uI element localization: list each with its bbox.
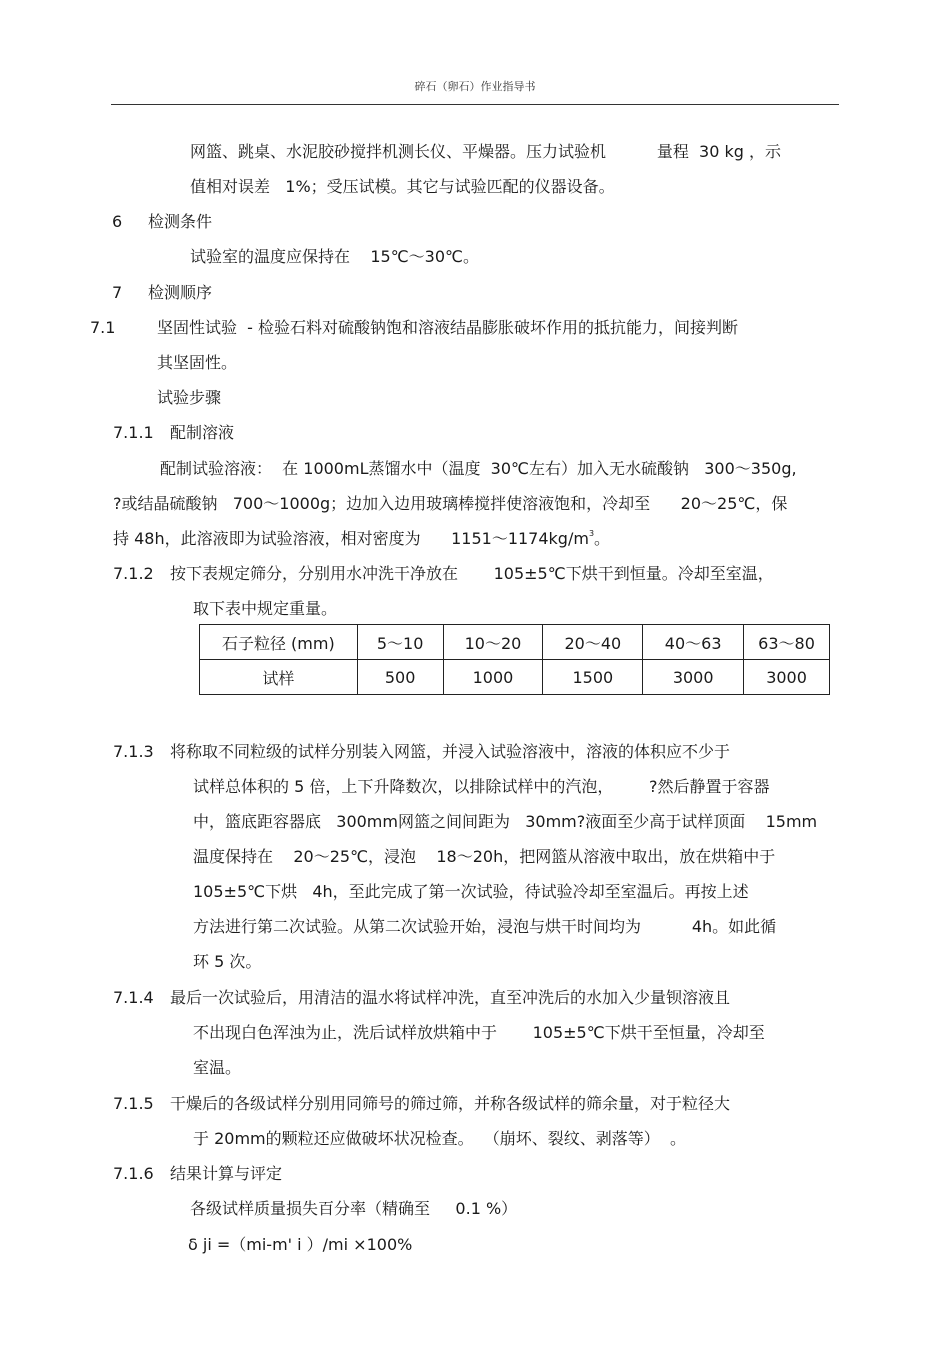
section-7-1-6-title: 结果计算与评定 (170, 1164, 283, 1183)
table-header-cell: 20～40 (543, 625, 643, 660)
table-cell: 1000 (443, 660, 543, 695)
section-7-1-2-line-2: 取下表中规定重量。 (193, 599, 338, 618)
equipment-line-1: 网篮、跳桌、水泥胶砂搅拌机测长仪、平燥器。压力试验机 量程 30 kg ，示 (190, 142, 781, 161)
section-7-1-3-line-4: 温度保持在 20～25℃，浸泡 18～20h，把网篮从溶液中取出，放在烘箱中于 (193, 847, 776, 866)
section-7-1-line-1: 坚固性试验 - 检验石料对硫酸钠饱和溶液结晶膨胀破坏作用的抵抗能力，间接判断 (157, 318, 739, 337)
table-header-cell: 40～63 (643, 625, 744, 660)
section-7-1-5-number: 7.1.5 (113, 1094, 154, 1113)
table-header-cell: 63～80 (744, 625, 830, 660)
section-7-1-3-line-6: 方法进行第二次试验。从第二次试验开始，浸泡与烘干时间均为 4h。如此循 (193, 917, 777, 936)
table-cell: 试样 (200, 660, 358, 695)
section-7-number: 7 (112, 283, 123, 302)
section-7-1-number: 7.1 (90, 318, 116, 337)
sample-mass-table (199, 624, 830, 695)
section-6-title: 检测条件 (148, 212, 213, 231)
table-header-cell: 5～10 (357, 625, 443, 660)
section-7-1-1-title: 配制溶液 (170, 423, 235, 442)
section-7-1-1-line-3 (113, 529, 610, 552)
equipment-line-2: 值相对误差 1%；受压试模。其它与试验匹配的仪器设备。 (190, 177, 615, 196)
section-7-1-2-line-1: 按下表规定筛分，分别用水冲洗干净放在 105±5℃下烘干到恒量。冷却至室温， (170, 564, 774, 583)
section-7-1-4-number: 7.1.4 (113, 988, 154, 1007)
table-cell: 3000 (744, 660, 830, 695)
table-cell: 1500 (543, 660, 643, 695)
table-cell: 500 (357, 660, 443, 695)
cubic-superscript: 3 (588, 529, 595, 538)
header-rule (111, 104, 839, 105)
section-7-1-5-line-1: 干燥后的各级试样分别用同筛号的筛过筛，并称各级试样的筛余量，对于粒径大 (170, 1094, 731, 1113)
section-7-1-4-line-2: 不出现白色浑浊为止，洗后试样放烘箱中于 105±5℃下烘干至恒量，冷却至 (193, 1023, 765, 1042)
section-7-1-line-2: 其坚固性。 (157, 353, 238, 372)
section-7-1-6-line-1: 各级试样质量损失百分率（精确至 0.1 %） (190, 1199, 518, 1218)
section-7-1-2-number: 7.1.2 (113, 564, 154, 583)
page-header-title: 碎石（卵石）作业指导书 (414, 80, 536, 93)
test-steps-heading: 试验步骤 (157, 388, 222, 407)
mass-loss-formula: δ ji =（mi-m' i ）/mi ×100% (188, 1235, 413, 1254)
section-7-1-4-line-3: 室温。 (193, 1058, 242, 1077)
section-7-title: 检测顺序 (148, 283, 213, 302)
table-row (200, 660, 830, 695)
section-7-1-3-number: 7.1.3 (113, 742, 154, 761)
table-header-cell: 10～20 (443, 625, 543, 660)
section-7-1-4-line-1: 最后一次试验后，用清洁的温水将试样冲洗，直至冲洗后的水加入少量钡溶液且 (170, 988, 731, 1007)
section-6-number: 6 (112, 212, 123, 231)
section-7-1-1-line-1: 配制试验溶液： 在 1000mL蒸馏水中（温度 30℃左右）加入无水硫酸钠 300～350g, (160, 459, 797, 478)
table-header-row (200, 625, 830, 660)
section-7-1-5-line-2: 于 20mm的颗粒还应做破坏状况检查。 （崩坏、裂纹、剥落等） 。 (193, 1129, 686, 1148)
section-7-1-3-line-7: 环 5 次。 (193, 952, 262, 971)
section-7-1-3-line-1: 将称取不同粒级的试样分别装入网篮，并浸入试验溶液中，溶液的体积应不少于 (170, 742, 731, 761)
section-7-1-1-number: 7.1.1 (113, 423, 154, 442)
table-cell: 3000 (643, 660, 744, 695)
table-header-cell: 石子粒径 (mm) (200, 625, 358, 660)
section-7-1-6-number: 7.1.6 (113, 1164, 154, 1183)
section-7-1-3-line-5: 105±5℃下烘 4h，至此完成了第一次试验，待试验冷却至室温后。再按上述 (193, 882, 749, 901)
section-7-1-3-line-2: 试样总体积的 5 倍，上下升降数次，以排除试样中的汽泡， ?然后静置于容器 (193, 777, 770, 796)
section-7-1-1-line-3-text: 持 48h，此溶液即为试验溶液，相对密度为 1151～1174kg/m (113, 529, 589, 548)
section-7-1-1-line-3-tail: 。 (594, 529, 611, 548)
section-7-1-3-line-3: 中，篮底距容器底 300mm网篮之间间距为 30mm?液面至少高于试样顶面 15mm (193, 812, 818, 831)
section-6-text: 试验室的温度应保持在 15℃～30℃。 (190, 247, 480, 266)
section-7-1-1-line-2: ?或结晶硫酸钠 700～1000g；边加入边用玻璃棒搅拌使溶液饱和，冷却至 20～25℃，保 (113, 494, 788, 513)
